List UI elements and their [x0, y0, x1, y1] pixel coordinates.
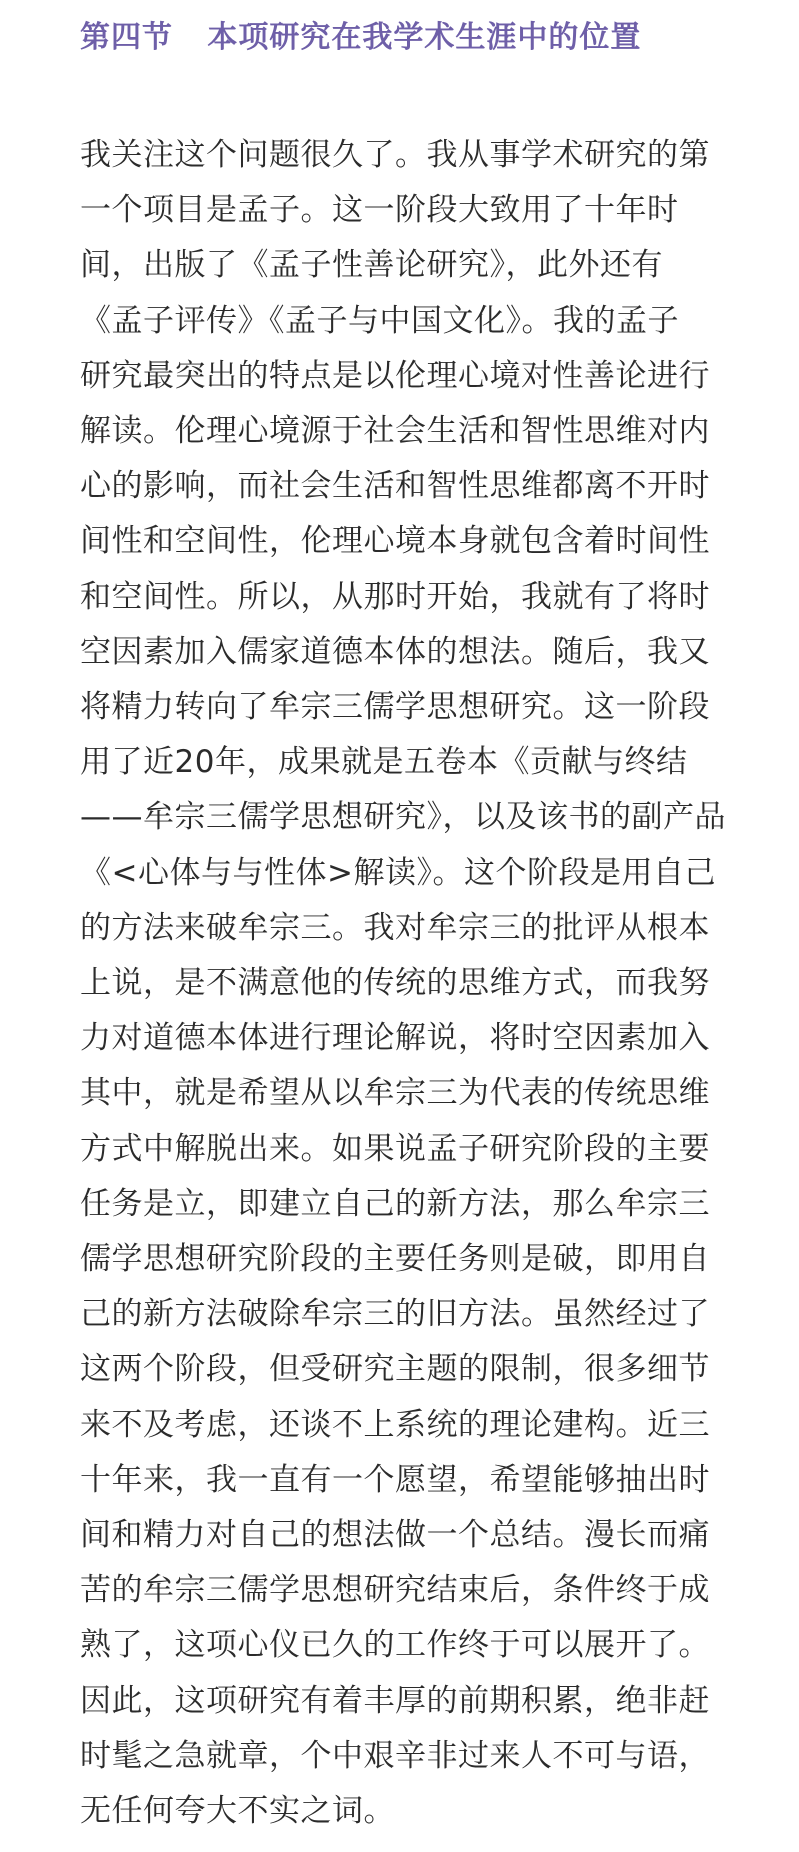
article-paragraph [80, 128, 726, 1839]
paragraph-line: 的方法来破牟宗三。我对牟宗三的批评从根本 [80, 909, 710, 946]
paragraph-line: 一个项目是孟子。这一阶段大致用了十年时 [80, 192, 679, 229]
paragraph-line: 《<心体与与性体>解读》。这个阶段是用自己 [80, 854, 716, 891]
paragraph-line: 其中，就是希望从以牟宗三为代表的传统思维 [80, 1075, 710, 1112]
paragraph-line: 间和精力对自己的想法做一个总结。漫长而痛 [80, 1517, 710, 1554]
paragraph-line: 和空间性。所以，从那时开始，我就有了将时 [80, 578, 710, 615]
paragraph-line: 解读。伦理心境源于社会生活和智性思维对内 [80, 413, 710, 450]
paragraph-line: 苦的牟宗三儒学思想研究结束后，条件终于成 [80, 1572, 710, 1609]
paragraph-line: 《孟子评传》《孟子与中国文化》。我的孟子 [80, 302, 679, 339]
paragraph-line: 空因素加入儒家道德本体的想法。随后，我又 [80, 633, 710, 670]
paragraph-line: 力对道德本体进行理论解说，将时空因素加入 [80, 1020, 710, 1057]
paragraph-line: 儒学思想研究阶段的主要任务则是破，即用自 [80, 1241, 710, 1278]
paragraph-line: 己的新方法破除牟宗三的旧方法。虽然经过了 [80, 1296, 710, 1333]
paragraph-line: 无任何夸大不实之词。 [80, 1793, 395, 1830]
paragraph-line: 因此，这项研究有着丰厚的前期积累，绝非赶 [80, 1682, 710, 1719]
paragraph-line: 时髦之急就章，个中艰辛非过来人不可与语， [80, 1737, 710, 1774]
paragraph-line: 间，出版了《孟子性善论研究》，此外还有 [80, 247, 663, 284]
paragraph-line: 这两个阶段，但受研究主题的限制，很多细节 [80, 1351, 710, 1388]
paragraph-line: 间性和空间性，伦理心境本身就包含着时间性 [80, 523, 710, 560]
section-heading: 第四节 本项研究在我学术生涯中的位置 [80, 20, 642, 55]
paragraph-line: 我关注这个问题很久了。我从事学术研究的第 [80, 137, 710, 173]
paragraph-line: 用了近20年，成果就是五卷本《贡献与终结 [80, 744, 688, 781]
paragraph-line: 熟了，这项心仪已久的工作终于可以展开了。 [80, 1627, 710, 1664]
paragraph-line: ——牟宗三儒学思想研究》，以及该书的副产品 [80, 799, 726, 836]
paragraph-line: 研究最突出的特点是以伦理心境对性善论进行 [80, 357, 710, 394]
paragraph-line: 心的影响，而社会生活和智性思维都离不开时 [80, 468, 710, 505]
paragraph-line: 将精力转向了牟宗三儒学思想研究。这一阶段 [80, 689, 710, 726]
paragraph-line: 方式中解脱出来。如果说孟子研究阶段的主要 [80, 1130, 710, 1167]
paragraph-line: 来不及考虑，还谈不上系统的理论建构。近三 [80, 1406, 710, 1443]
paragraph-line: 任务是立，即建立自己的新方法，那么牟宗三 [80, 1185, 710, 1222]
paragraph-line: 上说，是不满意他的传统的思维方式，而我努 [80, 965, 710, 1002]
paragraph-line: 十年来，我一直有一个愿望，希望能够抽出时 [80, 1461, 710, 1498]
